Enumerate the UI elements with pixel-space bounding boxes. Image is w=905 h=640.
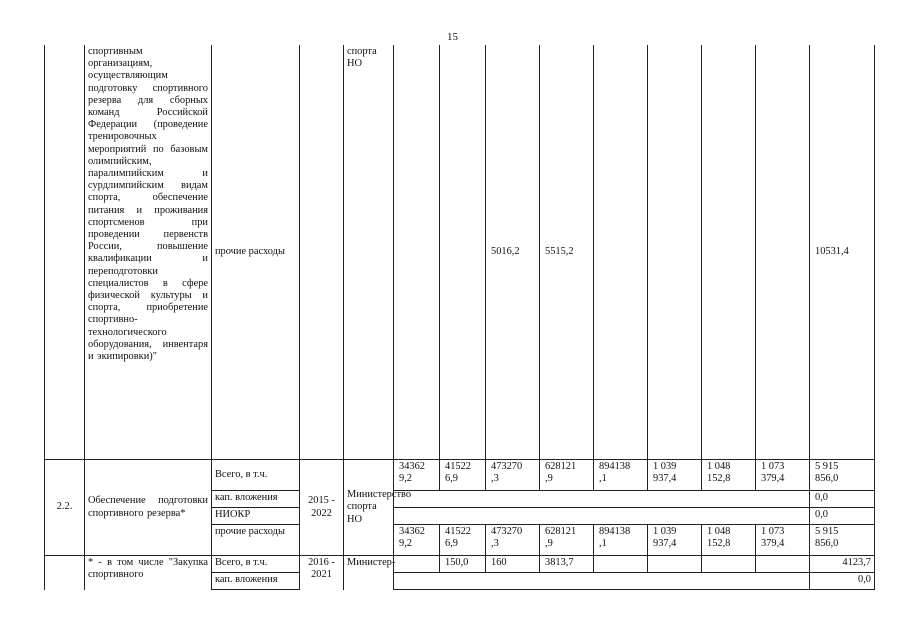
value-cell-empty [394,573,810,590]
value-cell [648,45,702,460]
table-row-2-2-total [45,460,875,491]
total-cell: 0,0 [810,508,875,525]
expense-type-cell: прочие расходы [212,45,300,460]
index-cell-empty [45,45,85,460]
value-cell [394,45,440,460]
value-cell [702,556,756,573]
value-cell: 894138 ,1 [594,460,648,491]
total-cell: 4123,7 [810,556,875,573]
period-cell: 2016 - 2021 [300,556,344,590]
executor-cell: Министер- [344,556,394,590]
value-cell [594,556,648,573]
table-row-note-total [45,556,875,573]
expense-type-cell: кап. вложения [212,491,300,508]
expense-type-cell: Всего, в т.ч. [212,556,300,573]
value-cell: 1 073 379,4 [756,460,810,491]
value-cell: 41522 6,9 [440,525,486,556]
budget-table [44,45,875,590]
value-cell: 1 048 152,8 [702,525,756,556]
value-cell [756,45,810,460]
value-cell: 628121 ,9 [540,460,594,491]
page-number: 15 [447,31,458,43]
value-cell: 628121 ,9 [540,525,594,556]
value-cell-empty [394,508,810,525]
expense-type-cell: кап. вложения [212,573,300,590]
value-cell: 3813,7 [540,556,594,573]
period-cell-empty [300,45,344,460]
value-cell: 34362 9,2 [394,460,440,491]
total-cell: 10531,4 [810,45,875,460]
value-cell: 160 [486,556,540,573]
executor-cell: Министерство спорта НО [344,460,394,556]
total-cell: 5 915 856,0 [810,460,875,491]
value-cell [594,45,648,460]
table-row-prev [45,45,875,460]
total-cell: 0,0 [810,491,875,508]
period-cell: 2015 - 2022 [300,460,344,556]
value-cell [756,556,810,573]
value-cell: 1 073 379,4 [756,525,810,556]
value-cell: 5515,2 [540,45,594,460]
value-cell: 5016,2 [486,45,540,460]
value-cell [394,556,440,573]
total-cell: 0,0 [810,573,875,590]
value-cell: 150,0 [440,556,486,573]
total-cell: 5 915 856,0 [810,525,875,556]
expense-type-cell: НИОКР [212,508,300,525]
value-cell [648,556,702,573]
description-cell: спортивным организациям, осуществляющим подготовку спортивного резерва для сборных команд Российской Федерации (проведение тренировочных мероприятий по базовым олимпийским, паралимпийским и сурдлимпийским видам спорта, обеспечение питания и проживания спортсменов при проведении первенств России, повышение квалификации и переподготовки специалистов в сфере физической культуры и спорта, приобретение спортивно-технологического оборудования, инвентаря и экипировки)" [85,45,212,460]
expense-type-cell: Всего, в т.ч. [212,460,300,491]
expense-type-cell: прочие расходы [212,525,300,556]
index-cell-empty [45,556,85,590]
value-cell: 34362 9,2 [394,525,440,556]
value-cell: 1 039 937,4 [648,460,702,491]
value-cell [440,45,486,460]
value-cell: 473270 ,3 [486,525,540,556]
value-cell: 473270 ,3 [486,460,540,491]
value-cell: 894138 ,1 [594,525,648,556]
value-cell [702,45,756,460]
row-index: 2.2. [45,460,85,556]
value-cell: 1 039 937,4 [648,525,702,556]
executor-cell: спорта НО [344,45,394,460]
value-cell-empty [394,491,810,508]
value-cell: 41522 6,9 [440,460,486,491]
description-cell: * - в том числе "Закупка спортивного [85,556,212,590]
description-cell: Обеспечение подготовки спортивного резерва* [85,460,212,556]
value-cell: 1 048 152,8 [702,460,756,491]
